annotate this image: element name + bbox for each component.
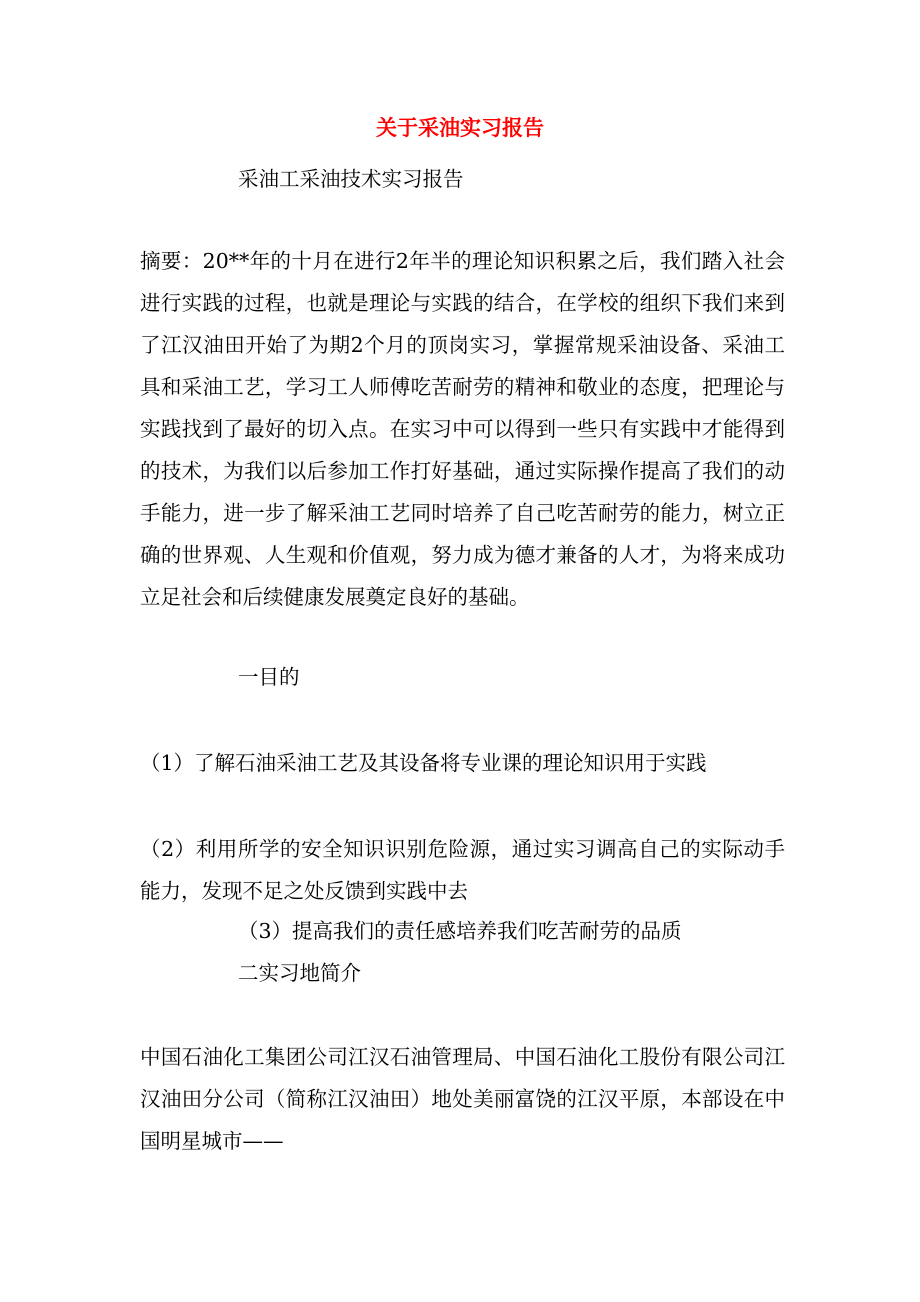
section-heading-intro: 二实习地简介 bbox=[238, 961, 361, 985]
intro-paragraph: 中国石油化工集团公司江汉石油管理局、中国石油化工股份有限公司江汉油田分公司（简称江汉油田）地处美丽富饶的江汉平原，本部设在中国明星城市—— bbox=[140, 1045, 785, 1153]
document-subtitle: 采油工采油技术实习报告 bbox=[238, 167, 464, 191]
document-title: 关于采油实习报告 bbox=[376, 115, 544, 140]
section-heading-purpose: 一目的 bbox=[238, 665, 300, 689]
abstract-paragraph: 摘要：20**年的十月在进行2年半的理论知识积累之后，我们踏入社会进行实践的过程，也就是理论与实践的结合，在学校的组织下我们来到了江汉油田开始了为期2个月的顶岗实习，掌握常规采油设备、采油工具和采油工艺，学习工人师傅吃苦耐劳的精神和敬业的态度，把理论与实践找到了最好的切入点。在实习中可以得到一些只有实践中才能得到的技术，为我们以后参加工作打好基础，通过实际操作提高了我们的动手能力，进一步了解采油工艺同时培养了自己吃苦耐劳的能力，树立正确的世界观、人生观和价值观，努力成为德才兼备的人才，为将来成功立足社会和后续健康发展奠定良好的基础。 bbox=[140, 249, 785, 609]
purpose-item: （2）利用所学的安全知识识别危险源，通过实习调高自己的实际动手能力，发现不足之处反馈到实践中去 bbox=[140, 837, 785, 903]
purpose-item: （3）提高我们的责任感培养我们吃苦耐劳的品质 bbox=[238, 919, 682, 943]
purpose-item: （1）了解石油采油工艺及其设备将专业课的理论知识用于实践 bbox=[140, 751, 707, 775]
